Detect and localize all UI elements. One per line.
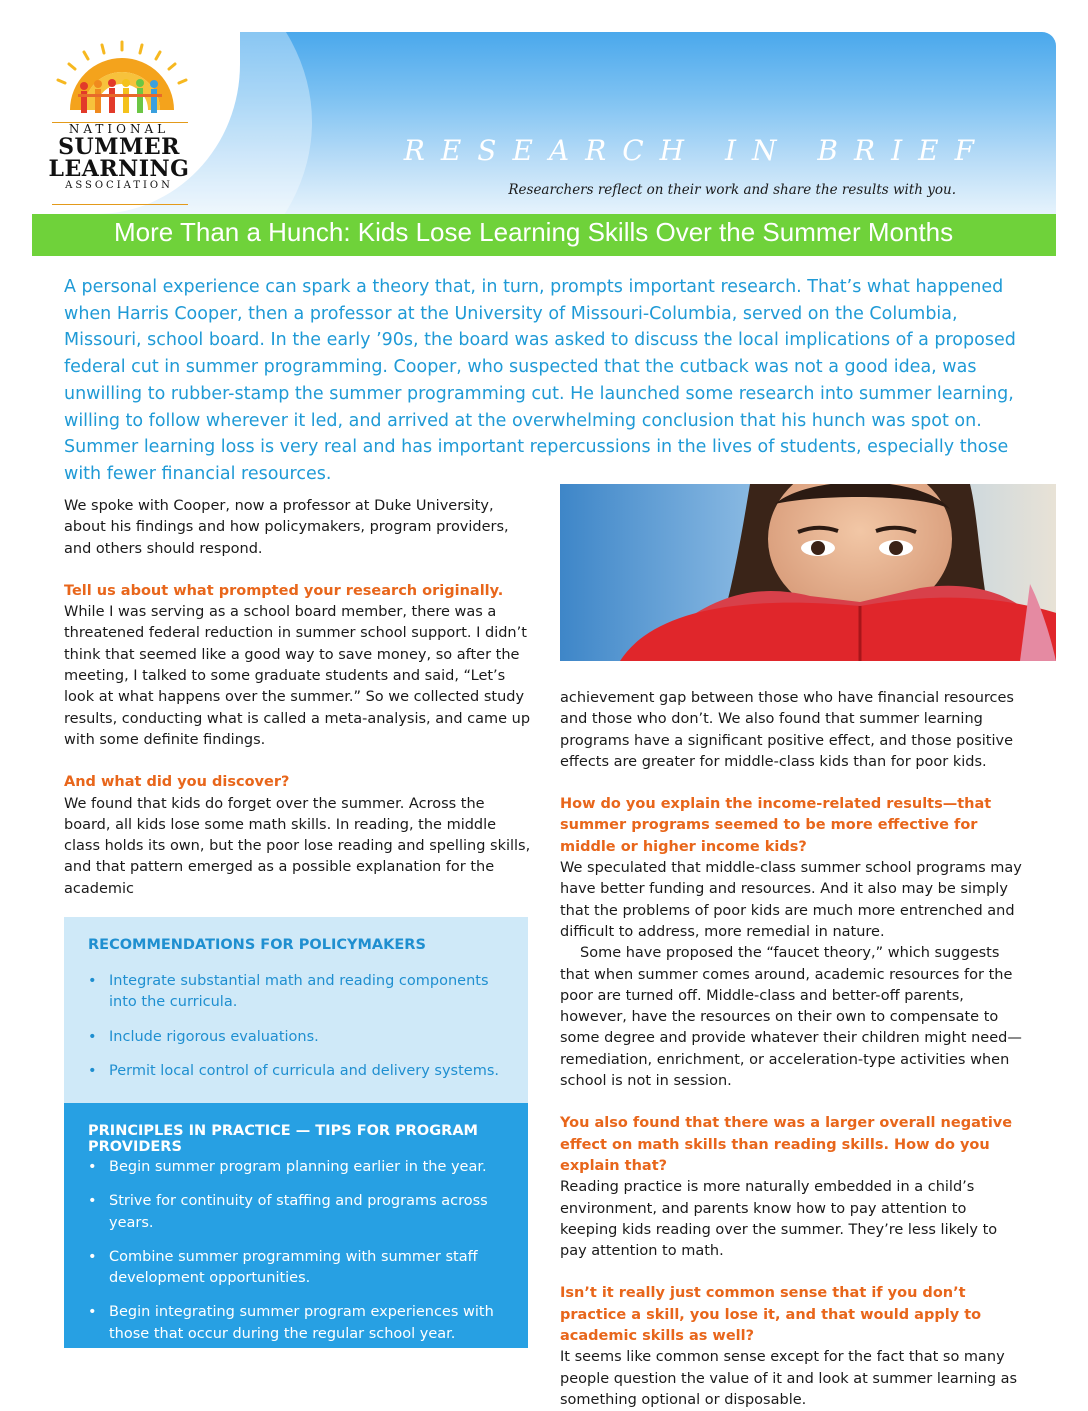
logo-line-association: ASSOCIATION: [65, 180, 173, 191]
page-title: More Than a Hunch: Kids Lose Learning Skills Over the Summer Months: [114, 217, 954, 247]
series-subtitle: Researchers reflect on their work and share the results with you.: [508, 182, 956, 198]
title-bar: [32, 214, 1056, 256]
list-item: • Integrate substantial math and reading components into the curricula.: [88, 971, 508, 1014]
photo-illustration: [560, 484, 1056, 661]
logo-text: [34, 122, 204, 191]
nsla-logo: [34, 34, 204, 209]
logo-line-national: NATIONAL: [68, 122, 170, 136]
intro-paragraph: A personal experience can spark a theory that, in turn, prompts important research. That’s what happened when Harris Cooper, then a professor at the University of Missouri-Columbia, served on the Columbia, Missouri, school board. In the early ’90s, the board was asked to discuss the local implications of a proposed federal cut in summer programming. Cooper, who suspected that the cutback was not a good idea, was unwilling to rubber-stamp the summer programming cut. He launched some research into summer learning, willing to follow wherever it led, and arrived at the overwhelming conclusion that his hunch was spot on. Summer learning loss is very real and has important repercussions in the lives of students, especially those with fewer financial resources.: [64, 277, 1016, 484]
list-item: • Include rigorous evaluations.: [88, 1027, 508, 1048]
logo-rule-bottom: [52, 204, 188, 205]
answer-2: We found that kids do forget over the summer. Across the board, all kids lose some math skills. In reading, the middle class holds its own, but the poor lose reading and spelling skills, and that pattern emerged as a possible explanation for the academic: [64, 795, 531, 897]
principles-box: [64, 1103, 528, 1348]
recommendations-list: [88, 971, 508, 1095]
list-item: • Combine summer programming with summer staff development opportunities.: [88, 1247, 508, 1290]
list-item: • Strive for continuity of staffing and programs across years.: [88, 1191, 508, 1234]
logo-line-summer: SUMMER: [58, 134, 180, 160]
answer-4: Reading practice is more naturally embedded in a child’s environment, and parents know how to pay attention to keeping kids reading over the summer. They’re less likely to pay attention to math.: [560, 1179, 998, 1260]
answer-3-paragraph-1: We speculated that middle-class summer school programs may have better funding and resources. And it also may be simply that the problems of poor kids are much more entrenched and difficult to address, more remedial in nature.: [560, 860, 1022, 940]
lead-paragraph: We spoke with Cooper, now a professor at Duke University, about his findings and how policymakers, program providers, and others should respond.: [64, 498, 509, 557]
question-3: How do you explain the income-related results—that summer programs seemed to be more effective for middle or higher income kids?: [560, 796, 992, 855]
question-1: Tell us about what prompted your research originally.: [64, 582, 504, 599]
right-column: [560, 688, 1028, 1411]
question-4: You also found that there was a larger overall negative effect on math skills than reading skills. How do you explain that?: [560, 1115, 1013, 1174]
recommendations-box: [64, 917, 528, 1103]
logo-line-learning: LEARNING: [48, 156, 190, 182]
question-5: Isn’t it really just common sense that if you don’t practice a skill, you lose it, and that would apply to academic skills as well?: [560, 1285, 982, 1345]
left-column: [64, 496, 532, 900]
list-item: • Permit local control of curricula and delivery systems.: [88, 1061, 508, 1082]
answer-3-paragraph-2: Some have proposed the “faucet theory,” which suggests that when summer comes around, academic resources for the poor are turned off. Middle-class and better-off parents, however, have the resources on their own to compensate to some degree and provide whatever their children might need—remediation, enrichment, or acceleration-type activities when school is not in session.: [560, 945, 1022, 1090]
question-2: And what did you discover?: [64, 774, 290, 791]
principles-list: [88, 1157, 508, 1358]
principles-heading: PRINCIPLES IN PRACTICE — TIPS FOR PROGRAM PROVIDERS: [88, 1123, 478, 1155]
series-title: RESEARCH IN BRIEF: [403, 134, 990, 167]
answer-5: It seems like common sense except for the fact that so many people question the value of it and look at summer learning as something optional or disposable.: [560, 1349, 1018, 1408]
answer-2-continued: achievement gap between those who have financial resources and those who don’t. We also found that summer learning programs have a significant positive effect, and those positive effects are greater for middle-class kids than for poor kids.: [560, 690, 1014, 770]
girl-reading-photo: [560, 484, 1056, 661]
recommendations-heading: RECOMMENDATIONS FOR POLICYMAKERS: [88, 937, 426, 953]
list-item: • Begin integrating summer program experiences with those that occur during the regular school year.: [88, 1302, 508, 1345]
list-item: • Begin summer program planning earlier in the year.: [88, 1157, 508, 1178]
sun-people-icon: [52, 40, 192, 120]
answer-1: While I was serving as a school board member, there was a threatened federal reduction in summer school support. I didn’t think that seemed like a good way to save money, so after the meeting, I talked to some graduate students and said, “Let’s look at what happens over the summer.” So we collected study results, conducting what is called a meta-analysis, and came up with some definite findings.: [64, 604, 531, 748]
